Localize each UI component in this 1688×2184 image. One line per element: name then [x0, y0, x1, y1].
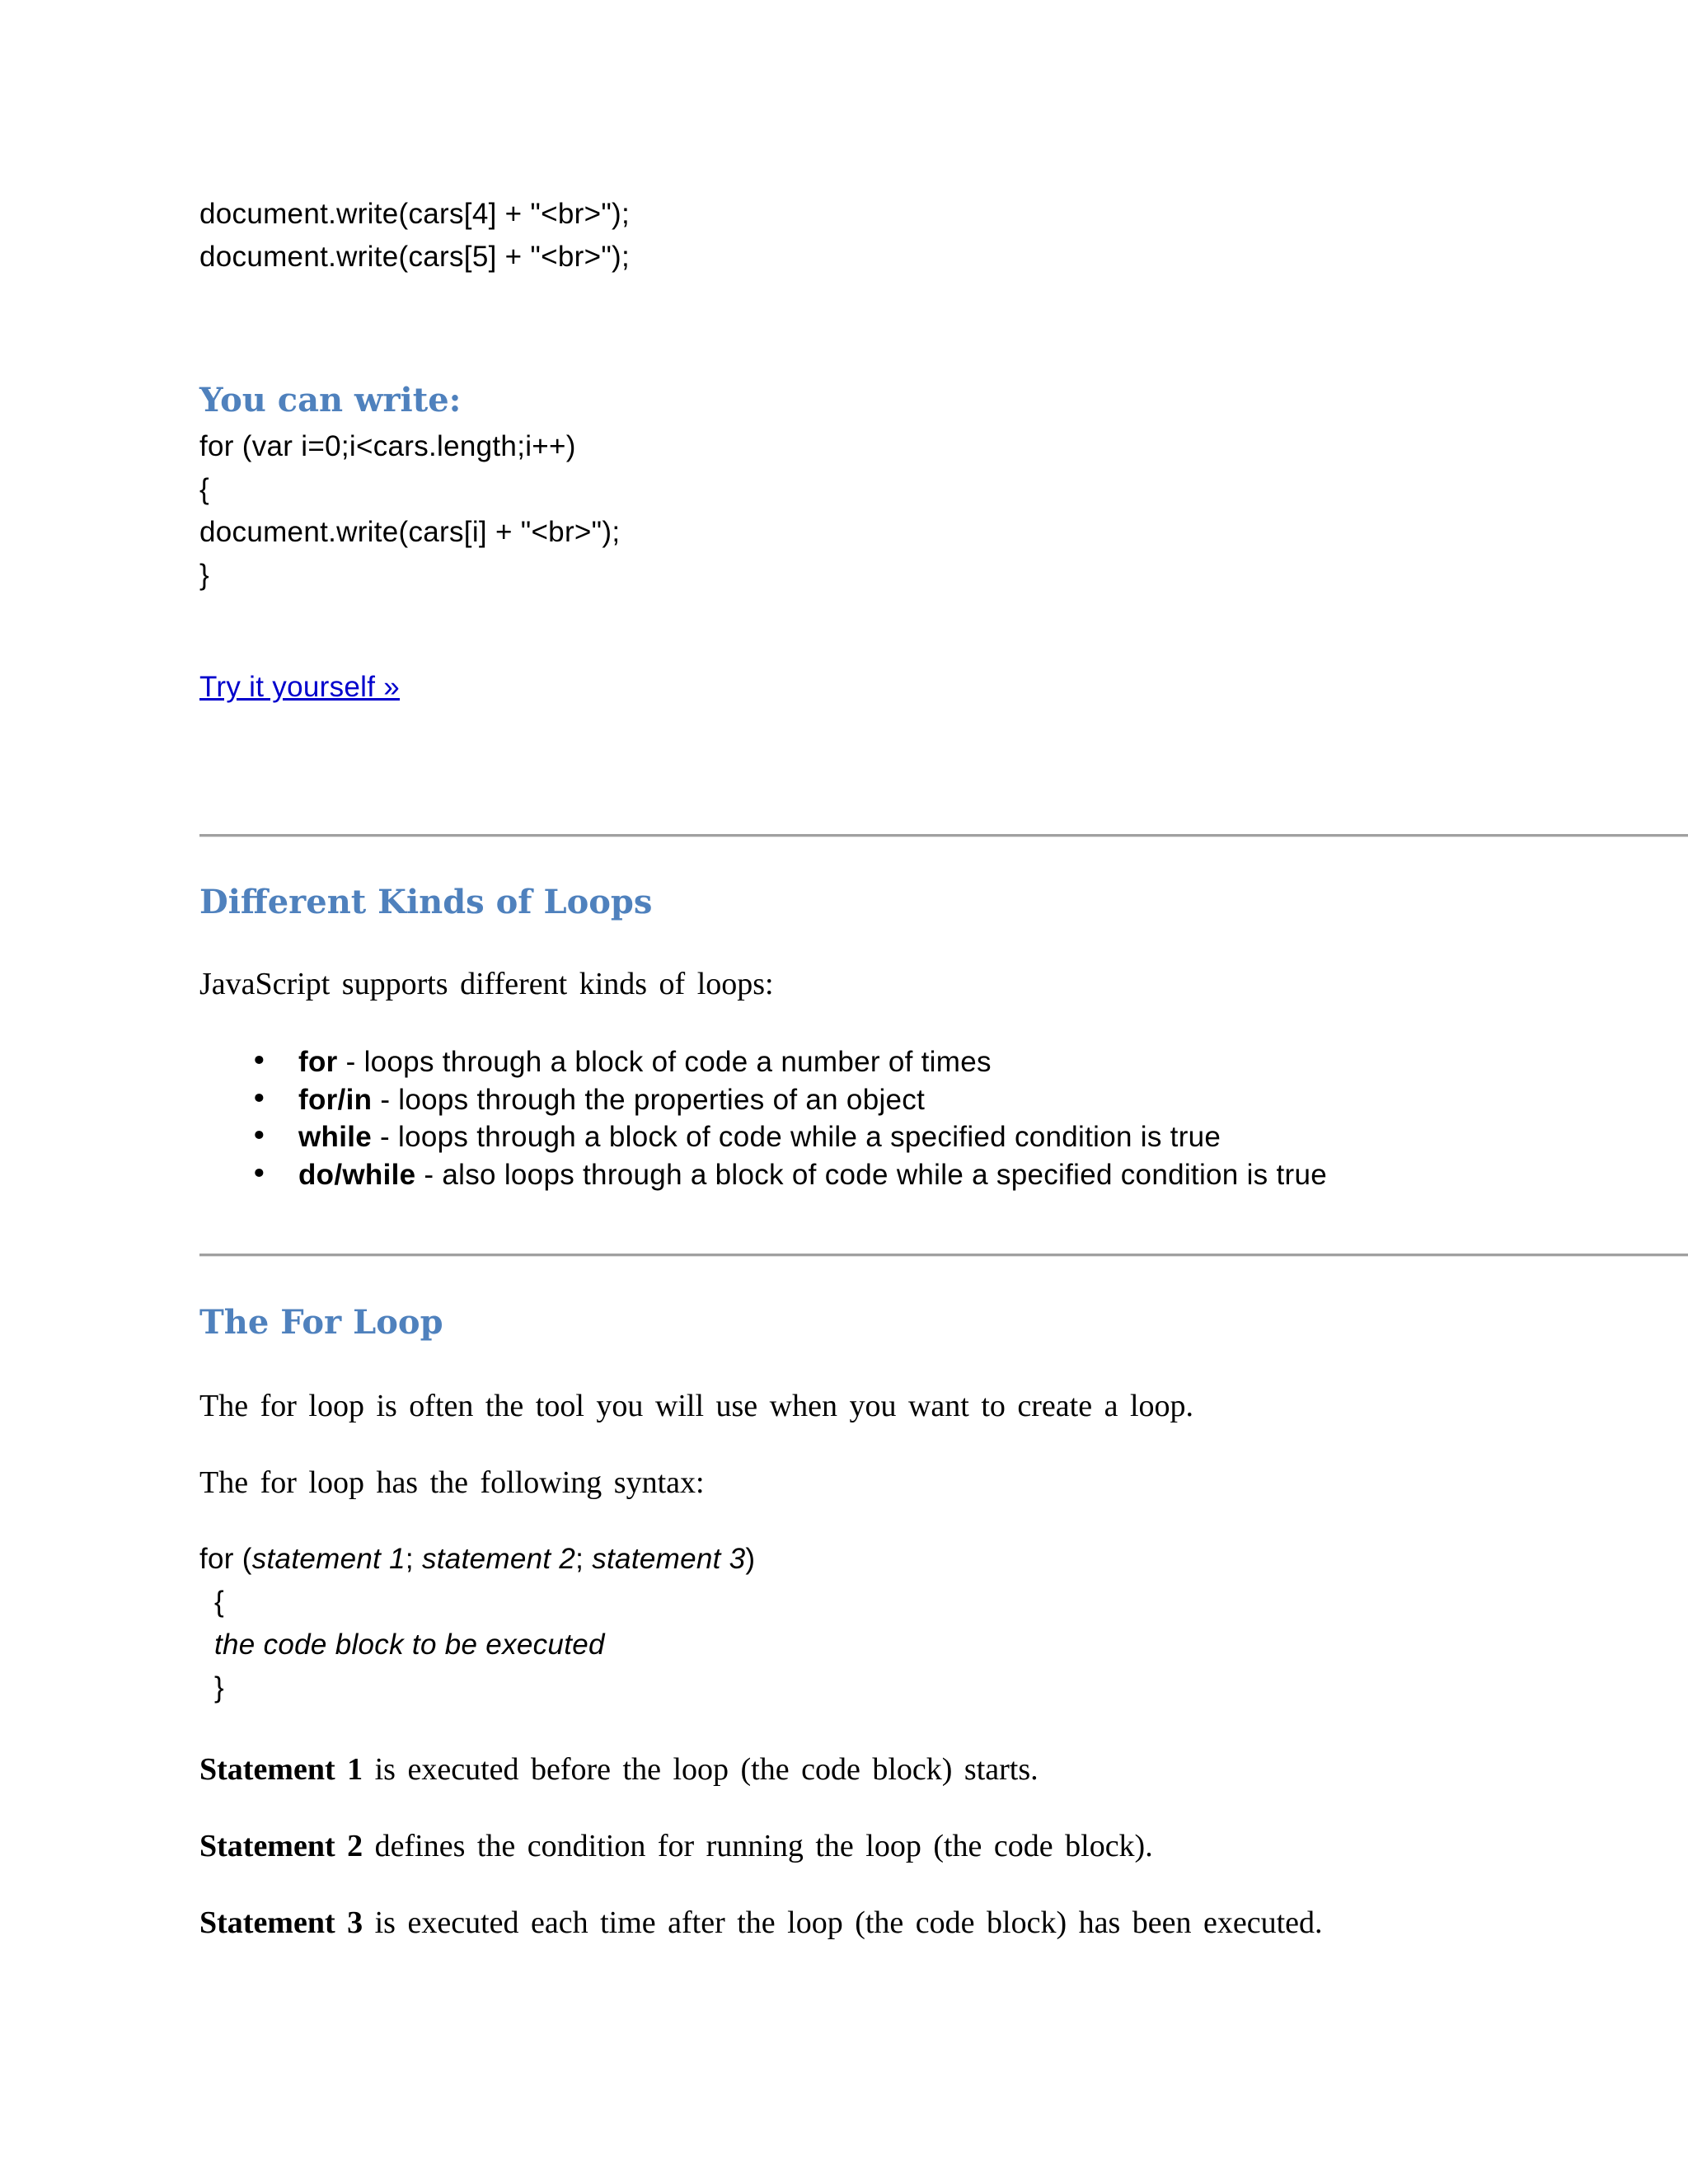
for-loop-paragraph-2: The for loop has the following syntax: [199, 1465, 705, 1500]
list-item-keyword: for/in [298, 1083, 373, 1116]
syntax-statement-1: statement 1 [251, 1543, 406, 1575]
try-it-yourself-link[interactable]: Try it yourself » [199, 671, 401, 703]
list-item-text: - loops through a block of code a number of times [337, 1046, 992, 1078]
bullet-icon: • [251, 1082, 268, 1116]
syntax-close-brace: } [214, 1671, 224, 1704]
statement-text: defines the condition for running the loop (the code block). [363, 1829, 1153, 1863]
syntax-line [199, 1538, 755, 1581]
syntax-separator: ; [405, 1543, 422, 1575]
list-item-text: - also loops through a block of code while a specified condition is true [415, 1158, 1327, 1191]
statement-label: Statement 1 [199, 1752, 363, 1787]
try-it-container [199, 666, 400, 709]
syntax-open-brace: { [214, 1586, 224, 1618]
syntax-body: the code block to be executed [214, 1629, 605, 1661]
heading-the-for-loop: The For Loop [199, 1303, 443, 1342]
section-divider [199, 1254, 1688, 1257]
syntax-suffix: ) [745, 1543, 756, 1575]
loop-kinds-list [199, 1043, 1327, 1193]
for-syntax-block [199, 1538, 755, 1709]
list-item-keyword: do/while [298, 1158, 416, 1191]
list-item [199, 1156, 1327, 1194]
statement-label: Statement 2 [199, 1829, 363, 1863]
bullet-icon: • [251, 1045, 268, 1078]
statement-text: is executed each time after the loop (the code block) has been executed. [363, 1905, 1323, 1940]
statement-label: Statement 3 [199, 1905, 363, 1940]
syntax-prefix: for ( [199, 1543, 252, 1575]
code-line: } [199, 559, 209, 591]
bullet-icon: • [251, 1120, 268, 1153]
statement-1-paragraph [199, 1748, 1039, 1791]
code-block-loop [199, 425, 620, 597]
statement-text: is executed before the loop (the code block) starts. [363, 1752, 1039, 1787]
for-loop-paragraph-1: The for loop is often the tool you will use when you want to create a loop. [199, 1389, 1194, 1423]
heading-you-can-write: You can write: [199, 381, 462, 419]
list-item [199, 1118, 1327, 1156]
code-line: document.write(cars[4] + "<br>"); [199, 198, 631, 230]
list-item [199, 1043, 1327, 1081]
list-item [199, 1081, 1327, 1119]
list-item-text: - loops through a block of code while a specified condition is true [372, 1121, 1221, 1153]
statement-3-paragraph [199, 1901, 1323, 1944]
code-line: document.write(cars[i] + "<br>"); [199, 516, 621, 548]
bullet-icon: • [251, 1157, 268, 1191]
code-line: document.write(cars[5] + "<br>"); [199, 241, 631, 273]
syntax-statement-2: statement 2 [421, 1543, 576, 1575]
list-item-keyword: for [298, 1046, 338, 1078]
code-block-top [199, 193, 630, 279]
code-line: { [199, 473, 209, 505]
list-item-keyword: while [298, 1121, 373, 1153]
loops-intro-paragraph: JavaScript supports different kinds of loops: [199, 967, 774, 1001]
statement-2-paragraph [199, 1825, 1153, 1868]
syntax-statement-3: statement 3 [592, 1543, 746, 1575]
list-item-text: - loops through the properties of an object [372, 1083, 926, 1116]
heading-different-kinds-of-loops: Different Kinds of Loops [199, 883, 653, 921]
code-line: for (var i=0;i<cars.length;i++) [199, 430, 576, 462]
syntax-separator: ; [575, 1543, 593, 1575]
section-divider [199, 834, 1688, 837]
